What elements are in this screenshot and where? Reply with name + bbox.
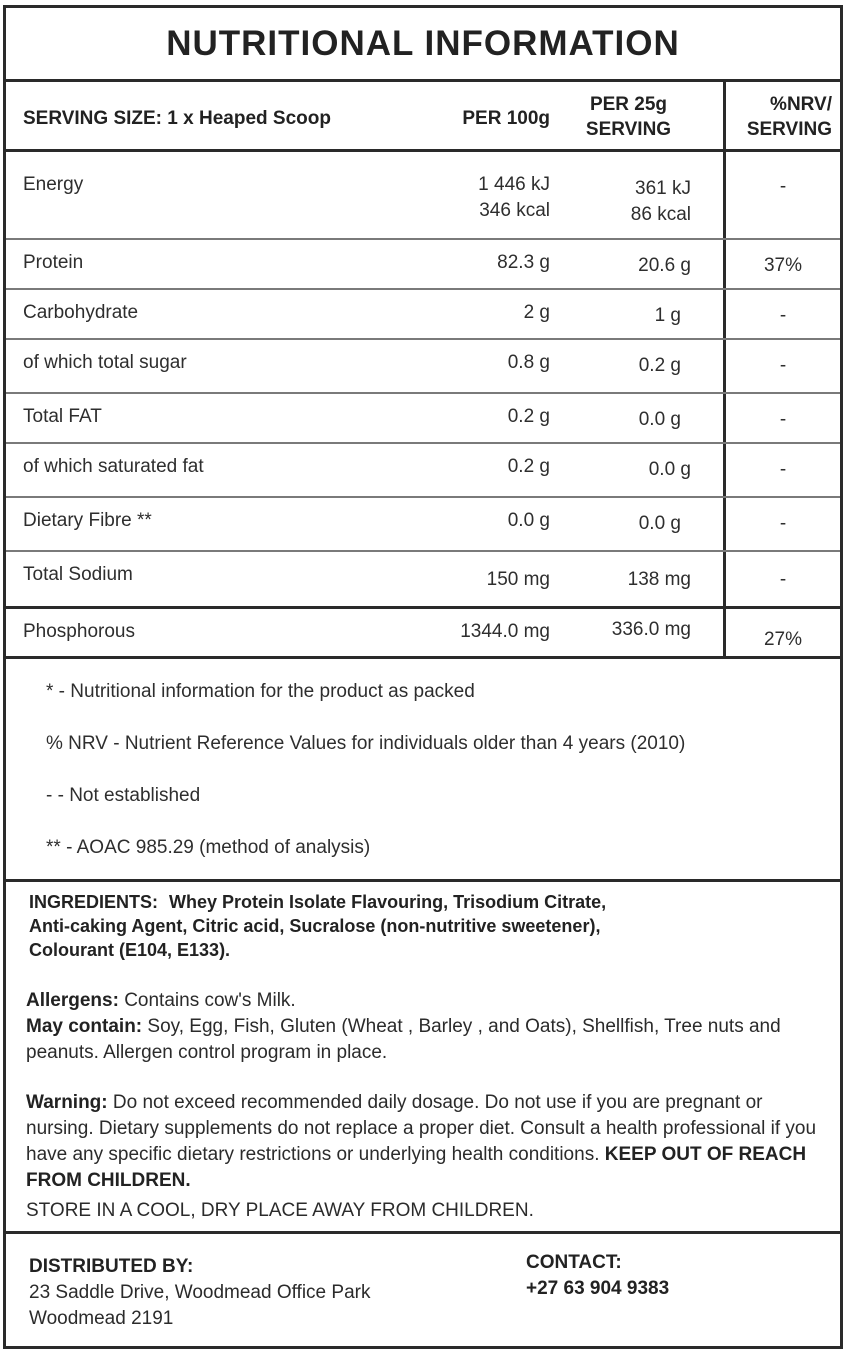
nrv-value: 37% (723, 240, 840, 288)
per25-value: 0.2 g (638, 355, 681, 376)
allergens-label: Allergens: (26, 990, 119, 1011)
nrv-header (723, 82, 840, 149)
ingredients-line1: Whey Protein Isolate Flavouring, Trisodium Citrate, (169, 892, 607, 912)
distributor-block (29, 1254, 526, 1332)
per100-value (406, 152, 550, 238)
ingredients-label: INGREDIENTS: (29, 892, 159, 912)
nrv-value: - (723, 394, 840, 442)
nutrient-name: Carbohydrate (23, 302, 139, 323)
nutrient-name: Total Sodium (23, 564, 133, 585)
storage-instructions: STORE IN A COOL, DRY PLACE AWAY FROM CHILDREN. (26, 1200, 534, 1221)
per25-energy-kj: 361 kJ (635, 178, 691, 199)
serving-size-header: SERVING SIZE: 1 x Heaped Scoop (23, 108, 331, 129)
table-row-total-sodium (6, 552, 840, 609)
per100-value: 0.2 g (507, 406, 550, 427)
per25-value: 1 g (654, 305, 681, 326)
contact-label: CONTACT: (526, 1252, 622, 1273)
table-row-energy (6, 152, 840, 240)
nutrition-table (6, 82, 840, 659)
nrv-value: - (723, 444, 840, 496)
label-title: NUTRITIONAL INFORMATION (6, 8, 840, 82)
warning-block (26, 1090, 820, 1194)
nutrition-label (3, 5, 843, 1349)
per100-value: 0.0 g (507, 510, 550, 531)
table-row-dietary-fibre (6, 498, 840, 552)
per100-value: 150 mg (486, 569, 550, 590)
nutrient-name: Protein (23, 252, 84, 273)
per100-value: 82.3 g (497, 252, 550, 273)
nrv-value: - (723, 552, 840, 606)
per25-value: 138 mg (627, 569, 691, 590)
nrv-header-line1: %NRV/ (770, 94, 832, 115)
footnote-nrv: % NRV - Nutrient Reference Values for individuals older than 4 years (2010) (46, 733, 686, 754)
table-row-protein (6, 240, 840, 290)
nutrient-name: Dietary Fibre ** (23, 510, 152, 531)
table-row-carbohydrate (6, 290, 840, 340)
contact-phone: +27 63 904 9383 (526, 1278, 670, 1299)
per25-value: 0.0 g (638, 513, 681, 534)
per100-value: 2 g (523, 302, 550, 323)
nrv-value: - (723, 498, 840, 550)
nutrient-name: Total FAT (23, 406, 102, 427)
distributor-label: DISTRIBUTED BY: (29, 1256, 194, 1277)
per100-value: 0.8 g (507, 352, 550, 373)
nrv-header-line2: SERVING (746, 119, 832, 140)
table-row-saturated-fat (6, 444, 840, 498)
nrv-value: - (723, 152, 840, 238)
nutrient-name: Phosphorous (23, 621, 135, 642)
per100-header: PER 100g (462, 108, 550, 129)
warning-label: Warning: (26, 1092, 108, 1113)
per100-value: 0.2 g (507, 456, 550, 477)
per25-value (550, 152, 691, 238)
per25-header-line2: SERVING (585, 119, 672, 140)
nutrient-name: of which saturated fat (23, 456, 204, 477)
distributor-address-line1: 23 Saddle Drive, Woodmead Office Park (29, 1282, 371, 1303)
per25-value: 0.0 g (638, 409, 681, 430)
allergens-text: Contains cow's Milk. (124, 990, 296, 1011)
nrv-value: - (723, 290, 840, 338)
per25-energy-kcal: 86 kcal (630, 204, 691, 225)
footnote-aoac: ** - AOAC 985.29 (method of analysis) (46, 837, 371, 858)
ingredients-line3: Colourant (E104, E133). (29, 940, 231, 960)
nutrient-name: Energy (23, 174, 84, 195)
nrv-value: - (723, 340, 840, 392)
per25-value: 0.0 g (648, 459, 691, 480)
per100-energy-kcal: 346 kcal (479, 200, 550, 221)
may-contain-label: May contain: (26, 1016, 143, 1037)
distributor-address-line2: Woodmead 2191 (29, 1308, 174, 1329)
ingredients-list (26, 890, 820, 962)
warning-emphasis: KEEP OUT OF REACH FROM CHILDREN. (26, 1144, 807, 1191)
nrv-value: 27% (723, 609, 840, 656)
footer (6, 1234, 840, 1332)
table-row-total-sugar (6, 340, 840, 394)
per25-header-line1: PER 25g (589, 94, 668, 115)
table-row-phosphorous (6, 609, 840, 659)
contact-block (526, 1250, 669, 1332)
footnotes (6, 659, 840, 882)
ingredients-line2: Anti-caking Agent, Citric acid, Sucralose (non-nutritive sweetener), (29, 916, 601, 936)
warning-text: Do not exceed recommended daily dosage. Do not use if you are pregnant or nursing. Dietary supplements do not replace a proper diet. Consult a health professional if you have any specific dietary restrictions or underlying health conditions. (26, 1092, 817, 1165)
per25-value: 336.0 mg (611, 619, 691, 640)
footnote-as-packed: * - Nutritional information for the product as packed (46, 681, 475, 702)
may-contain-text: Soy, Egg, Fish, Gluten (Wheat , Barley , and Oats), Shellfish, Tree nuts and peanuts. Allergen control program in place. (26, 1016, 781, 1063)
table-row-total-fat (6, 394, 840, 444)
table-header-row (6, 82, 840, 152)
per100-value: 1344.0 mg (460, 621, 550, 642)
ingredients-section (6, 882, 840, 1234)
allergens-block (26, 988, 820, 1066)
per25-header (550, 82, 691, 149)
footnote-not-established: - - Not established (46, 785, 201, 806)
nutrient-name: of which total sugar (23, 352, 187, 373)
per100-energy-kj: 1 446 kJ (478, 174, 550, 195)
per25-value: 20.6 g (638, 255, 691, 276)
